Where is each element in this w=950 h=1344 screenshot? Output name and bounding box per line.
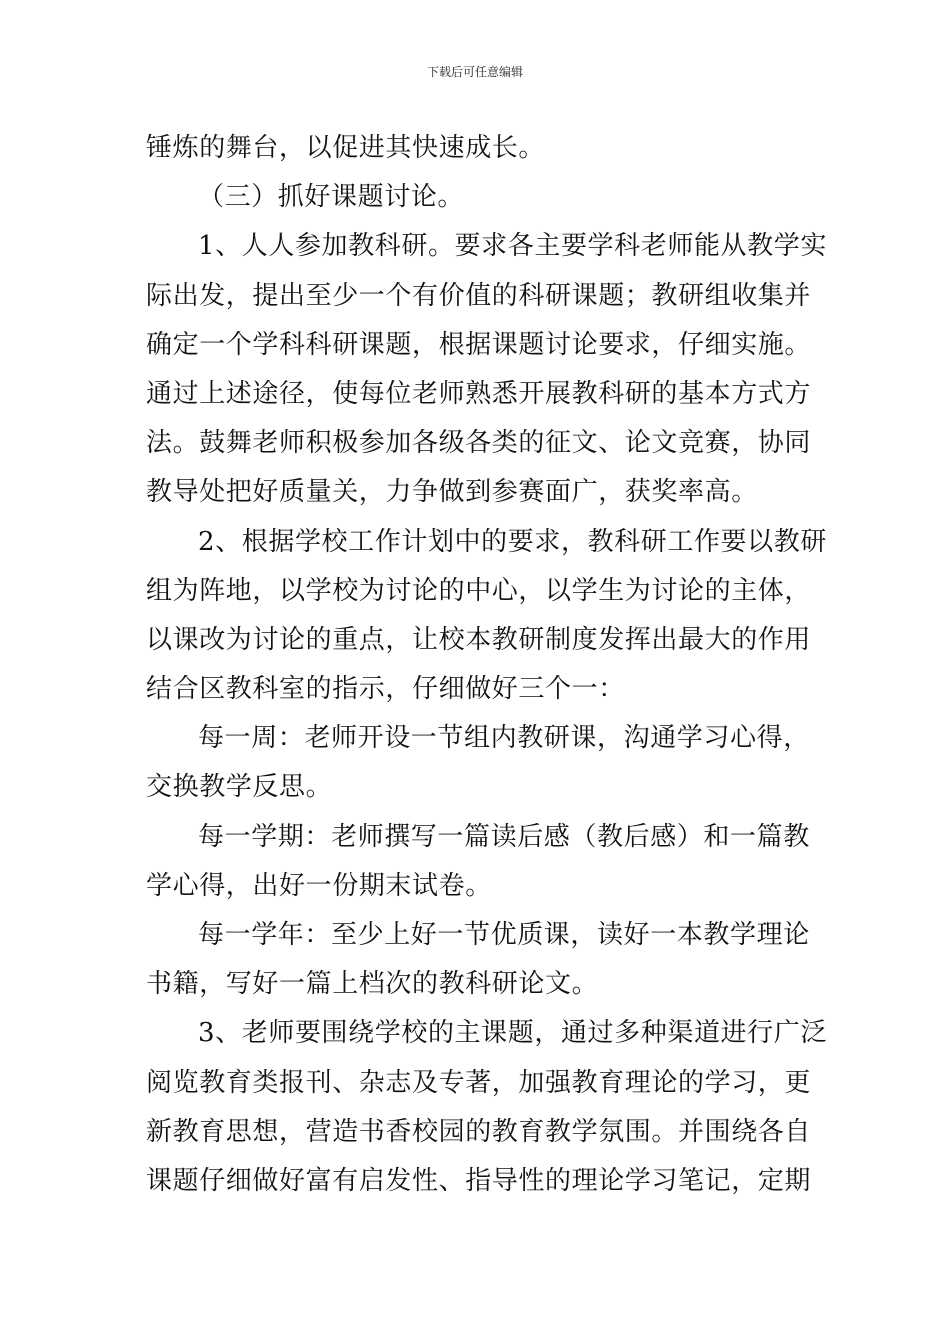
text-line: 2、根据学校工作计划中的要求，教科研工作要以教研 [198, 526, 827, 557]
text-line: 以课改为讨论的重点，让校本教研制度发挥出最大的作用 [146, 624, 812, 655]
text-line: 1、人人参加教科研。要求各主要学科老师能从教学实 [198, 231, 827, 262]
text-line: 书籍，写好一篇上档次的教科研论文。 [146, 969, 599, 1000]
text-line: 锤炼的舞台，以促进其快速成长。 [146, 133, 546, 163]
text-line: 3、老师要围绕学校的主课题，通过多种渠道进行广泛 [198, 1018, 827, 1049]
text-line: 际出发，提出至少一个有价值的科研课题；教研组收集并 [146, 280, 812, 311]
text-line: （三）抓好课题讨论。 [198, 182, 465, 213]
text-line: 法。鼓舞老师积极参加各级各类的征文、论文竞赛，协同 [146, 428, 812, 459]
text-line: 每一学期：老师撰写一篇读后感（教后感）和一篇教 [198, 821, 810, 852]
text-line: 每一学年：至少上好一节优质课，读好一本教学理论 [198, 920, 810, 950]
page-header: 下载后可任意编辑 [426, 65, 523, 79]
text-line: 结合区教科室的指示，仔细做好三个一： [146, 674, 625, 705]
text-line: 阅览教育类报刊、杂志及专著，加强教育理论的学习，更 [146, 1067, 812, 1098]
text-line: 学心得，出好一份期末试卷。 [146, 870, 492, 901]
text-line: 每一周：老师开设一节组内教研课，沟通学习心得， [198, 723, 810, 754]
document-body [146, 124, 827, 1206]
text-line: 通过上述途径，使每位老师熟悉开展教科研的基本方式方 [146, 378, 812, 409]
text-line: 交换教学反思。 [146, 772, 333, 803]
text-line: 课题仔细做好富有启发性、指导性的理论学习笔记，定期 [146, 1165, 812, 1196]
text-line: 教导处把好质量关，力争做到参赛面广，获奖率高。 [146, 477, 758, 508]
text-line: 确定一个学科科研课题，根据课题讨论要求，仔细实施。 [146, 329, 812, 360]
text-line: 组为阵地，以学校为讨论的中心，以学生为讨论的主体， [146, 575, 812, 606]
text-line: 新教育思想，营造书香校园的教育教学氛围。并围绕各自 [146, 1116, 812, 1147]
